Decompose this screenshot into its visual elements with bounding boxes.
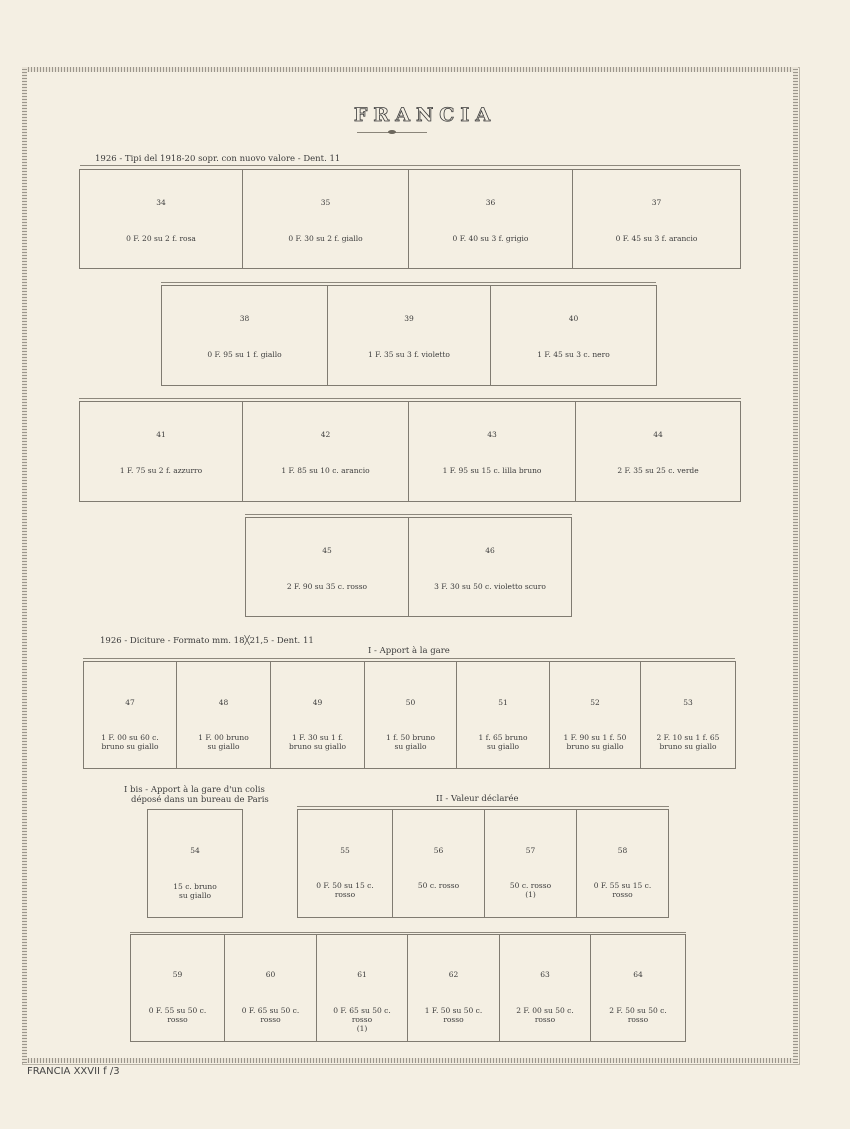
section3-header-line2: déposé dans un bureau de Paris <box>131 795 269 805</box>
stamp-slot-37 <box>572 169 741 269</box>
stamp-description: 2 F. 50 su 50 c. rosso <box>609 1006 667 1024</box>
stamp-number: 50 <box>405 698 416 707</box>
stamp-slot-62 <box>407 934 500 1042</box>
stamp-slot-39 <box>327 285 491 386</box>
stamp-slot-44 <box>575 401 741 502</box>
stamp-number: 58 <box>617 846 628 855</box>
section1-rule <box>80 165 740 166</box>
stamp-slot-45 <box>245 517 409 617</box>
stamp-slot-47 <box>83 661 177 769</box>
stamp-description: 0 F. 65 su 50 c. rosso (1) <box>333 1006 391 1033</box>
stamp-slot-53 <box>640 661 736 769</box>
stamp-slot-52 <box>549 661 641 769</box>
stamp-slot-54 <box>147 809 243 918</box>
stamp-number: 51 <box>498 698 508 707</box>
section4-rule <box>297 806 669 807</box>
stamp-slot-63 <box>499 934 591 1042</box>
stamp-description: 50 c. rosso <box>417 881 460 890</box>
page-title: FRANCIA <box>353 104 497 126</box>
stamp-description: 1 f. 50 bruno su giallo <box>386 733 435 751</box>
row4-rule <box>245 514 572 515</box>
stamp-number: 61 <box>357 970 367 979</box>
stamp-description: 1 F. 50 su 50 c. rosso <box>424 1006 483 1024</box>
section4-header: II - Valeur déclarée <box>436 794 519 804</box>
stamp-description: 1 f. 65 bruno su giallo <box>478 733 528 751</box>
stamp-number: 55 <box>340 846 350 855</box>
stamp-number: 40 <box>568 314 579 323</box>
stamp-description: 2 F. 10 su 1 f. 65 bruno su giallo <box>656 733 720 751</box>
stamp-description: 1 F. 75 su 2 f. azzurro <box>119 466 203 475</box>
right-border-band <box>793 67 798 1063</box>
stamp-description: 1 F. 90 su 1 f. 50 bruno su giallo <box>563 733 627 751</box>
stamp-number: 42 <box>320 430 331 439</box>
section2-header: 1926 - Diciture - Formato mm. 18╳21,5 - Dent. 11 <box>100 636 314 646</box>
stamp-slot-64 <box>590 934 686 1042</box>
stamp-description: 0 F. 55 su 50 c. rosso <box>148 1006 207 1024</box>
stamp-description: 1 F. 95 su 15 c. lilla bruno <box>442 466 542 475</box>
stamp-slot-51 <box>456 661 550 769</box>
stamp-description: 2 F. 35 su 25 c. verde <box>617 466 699 475</box>
section2-rule <box>83 658 735 659</box>
stamp-description: 1 F. 35 su 3 f. violetto <box>368 350 450 359</box>
stamp-slot-35 <box>242 169 409 269</box>
stamp-description: 0 F. 65 su 50 c. rosso <box>241 1006 300 1024</box>
stamp-number: 52 <box>590 698 600 707</box>
stamp-description: 1 F. 45 su 3 c. nero <box>537 350 610 359</box>
stamp-number: 53 <box>683 698 693 707</box>
section1-header: 1926 - Tipi del 1918-20 sopr. con nuovo valore - Dent. 11 <box>95 154 341 164</box>
stamp-description: 0 F. 20 su 2 f. rosa <box>126 234 196 243</box>
stamp-description: 1 F. 00 su 60 c. bruno su giallo <box>101 733 159 751</box>
stamp-description: 0 F. 55 su 15 c. rosso <box>593 881 652 899</box>
stamp-slot-40 <box>490 285 657 386</box>
stamp-number: 48 <box>218 698 229 707</box>
stamp-number: 43 <box>487 430 497 439</box>
stamp-number: 37 <box>651 198 662 207</box>
stamp-number: 41 <box>156 430 166 439</box>
stamp-number: 34 <box>156 198 166 207</box>
section2-subheader: I - Apport à la gare <box>368 646 450 656</box>
stamp-number: 62 <box>448 970 459 979</box>
section4-row2-rule <box>130 932 686 933</box>
stamp-number: 49 <box>312 698 323 707</box>
stamp-number: 39 <box>404 314 414 323</box>
stamp-number: 35 <box>320 198 331 207</box>
row3-rule <box>79 398 741 399</box>
stamp-slot-50 <box>364 661 457 769</box>
stamp-number: 57 <box>525 846 536 855</box>
stamp-slot-55 <box>297 809 393 918</box>
stamp-number: 60 <box>265 970 276 979</box>
stamp-description: 1 F. 85 su 10 c. arancio <box>281 466 370 475</box>
stamp-number: 38 <box>239 314 250 323</box>
stamp-number: 36 <box>485 198 496 207</box>
stamp-number: 46 <box>485 546 495 555</box>
stamp-description: 3 F. 30 su 50 c. violetto scuro <box>434 582 546 591</box>
stamp-number: 59 <box>172 970 183 979</box>
stamp-description: 0 F. 40 su 3 f. grigio <box>452 234 529 243</box>
stamp-number: 56 <box>433 846 444 855</box>
stamp-description: 0 F. 45 su 3 f. arancio <box>615 234 698 243</box>
section3-header-line1: I bis - Apport à la gare d'un colis <box>124 785 265 795</box>
stamp-number: 54 <box>190 846 200 855</box>
stamp-description: 15 c. bruno su giallo <box>173 882 217 900</box>
stamp-slot-36 <box>408 169 573 269</box>
stamp-description: 50 c. rosso (1) <box>509 881 552 899</box>
title-ornament <box>357 132 427 135</box>
stamp-slot-57 <box>484 809 577 918</box>
stamp-slot-43 <box>408 401 576 502</box>
stamp-slot-59 <box>130 934 225 1042</box>
left-border-band <box>22 67 27 1063</box>
stamp-slot-38 <box>161 285 328 386</box>
stamp-slot-49 <box>270 661 365 769</box>
bottom-border-band <box>22 1058 798 1063</box>
top-border-band <box>22 67 798 72</box>
stamp-number: 44 <box>653 430 663 439</box>
stamp-slot-46 <box>408 517 572 617</box>
row2-rule <box>161 282 656 283</box>
stamp-slot-56 <box>392 809 485 918</box>
page-footer: FRANCIA XXVII f /3 <box>27 1066 120 1077</box>
stamp-number: 63 <box>540 970 550 979</box>
stamp-slot-34 <box>79 169 243 269</box>
stamp-description: 0 F. 95 su 1 f. giallo <box>207 350 282 359</box>
stamp-description: 0 F. 30 su 2 f. giallo <box>288 234 363 243</box>
stamp-slot-41 <box>79 401 243 502</box>
stamp-description: 2 F. 00 su 50 c. rosso <box>516 1006 574 1024</box>
stamp-description: 2 F. 90 su 35 c. rosso <box>286 582 368 591</box>
stamp-slot-61 <box>316 934 408 1042</box>
stamp-slot-48 <box>176 661 271 769</box>
stamp-description: 0 F. 50 su 15 c. rosso <box>316 881 374 899</box>
stamp-number: 45 <box>322 546 332 555</box>
stamp-description: 1 F. 30 su 1 f. bruno su giallo <box>289 733 346 751</box>
stamp-description: 1 F. 00 bruno su giallo <box>198 733 249 751</box>
stamp-number: 64 <box>633 970 643 979</box>
stamp-slot-42 <box>242 401 409 502</box>
stamp-slot-58 <box>576 809 669 918</box>
stamp-number: 47 <box>125 698 135 707</box>
stamp-slot-60 <box>224 934 317 1042</box>
